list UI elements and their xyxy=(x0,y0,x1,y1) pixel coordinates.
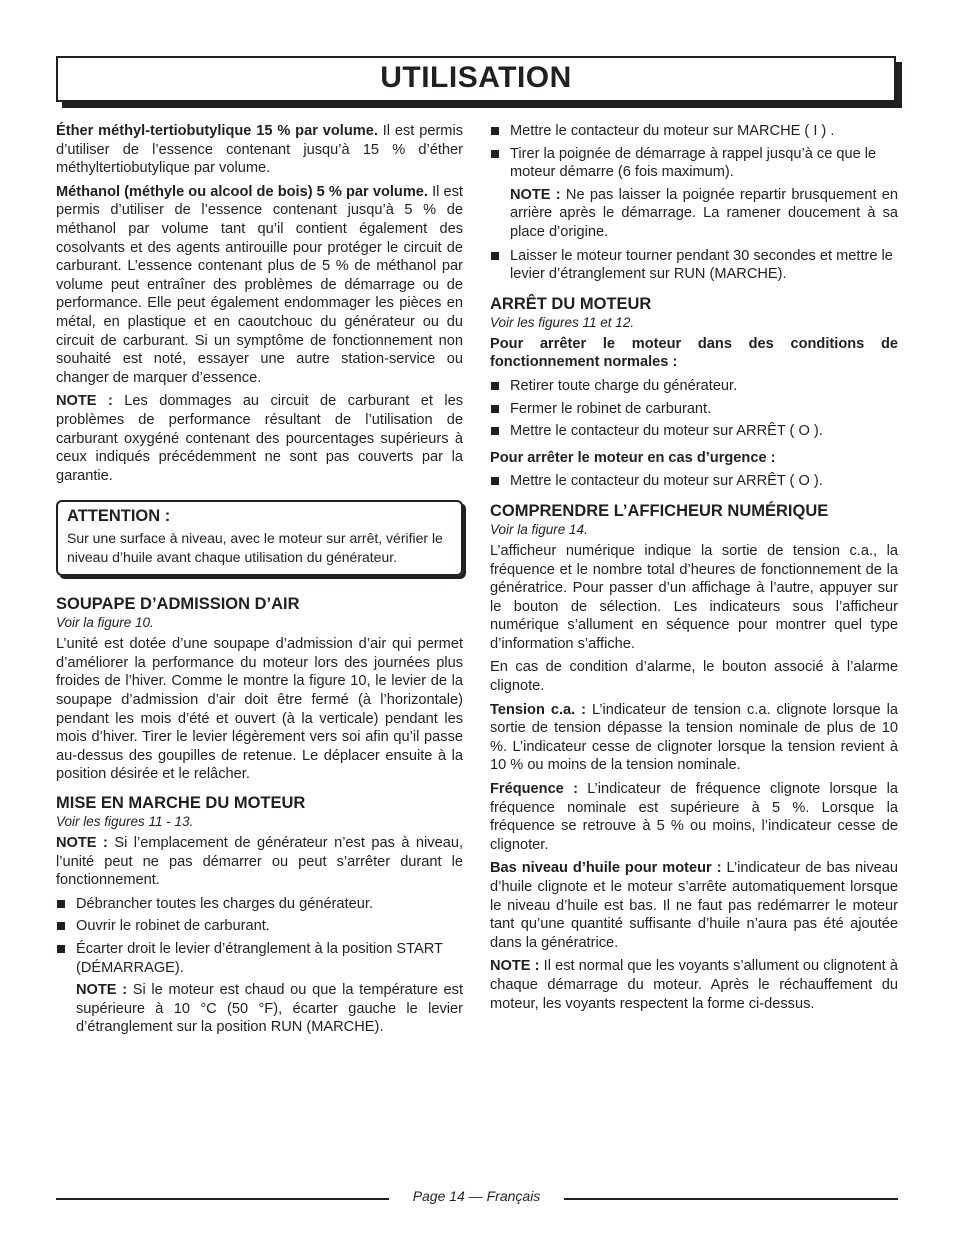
list-item xyxy=(56,917,463,936)
arret-normal-text: Pour arrêter le moteur dans des conditions de fonctionnement normales : xyxy=(490,335,898,371)
attention-text: Sur une surface à niveau, avec le moteur sur arrêt, vérifier le niveau d’huile avant chaque utilisation du générateur. xyxy=(67,530,443,565)
list-item xyxy=(490,145,898,182)
huile-text: L’indicateur de bas niveau d’huile clignote et le moteur s’arrête automatiquement lorsque le niveau d’huile est bas. Il ne faut pas redémarrer le moteur tant qu’une quantité suffisante d’huile n’aura pas été ajoutée dans la génératrice. xyxy=(490,860,898,951)
list-item-text: Retirer toute charge du générateur. xyxy=(510,377,738,394)
start-bullet-list-2 xyxy=(490,247,898,284)
list-item xyxy=(56,895,463,914)
final-note-text: Il est normal que les voyants s’allument ou clignotent à chaque démarrage du moteur. Après le réchauffement du moteur, les voyants respectent la forme ci-dessus. xyxy=(490,958,898,1012)
methanol-paragraph xyxy=(56,183,463,388)
list-item xyxy=(490,377,898,396)
methanol-text: Il est permis d’utiliser de l’essence contenant jusqu’à 5 % de méthanol par volume tant qu’il contient également des cosolvants et des agents antirouille pour protéger le circuit de carburant. L’essence contenant plus de 5 % de méthanol par volume peut entraîner des problèmes de démarrage ou de performance. Elle peut également endommager les pièces en métal, en plastique et en caoutchouc du générateur ou du circuit de carburant. Si un symptôme de fonctionnement non souhaité est noté, essayer une autre station-service ou changer de marquer d’essence. xyxy=(56,183,463,386)
afficheur-figure-ref: Voir la figure 14. xyxy=(490,521,588,537)
arret-urgence-label xyxy=(490,449,898,468)
note-label: NOTE : xyxy=(56,835,108,852)
final-note-paragraph xyxy=(490,957,898,1013)
list-item-text: Laisser le moteur tourner pendant 30 secondes et mettre le levier d’étranglement sur RUN (MARCHE). xyxy=(510,247,893,283)
page-footer: Page 14 — Français xyxy=(412,1188,541,1204)
start-note-paragraph xyxy=(490,186,898,242)
mise-bullet-list xyxy=(56,895,463,977)
footer-rule-right xyxy=(564,1198,898,1200)
page-title: UTILISATION xyxy=(380,61,572,94)
methanol-label: Méthanol (méthyle ou alcool de bois) 5 % par volume. xyxy=(56,183,428,200)
square-bullet-icon xyxy=(491,252,499,260)
left-column xyxy=(56,122,463,1042)
right-column xyxy=(490,122,898,1018)
afficheur-paragraph-1: L’afficheur numérique indique la sortie de tension c.a., la fréquence et le nombre total d’heures de fonctionnement de la génératrice. Pour passer d’un affichage à l’autre, appuyer sur le bouton de sélection. Les indicateurs sous l’afficheur numérique s’allument en séquence pour montrer quel type d’information s’affiche. xyxy=(490,542,898,652)
footer-rule-left xyxy=(56,1198,389,1200)
arret-figure-ref: Voir les figures 11 et 12. xyxy=(490,314,635,330)
list-item-text: Ouvrir le robinet de carburant. xyxy=(76,918,270,935)
square-bullet-icon xyxy=(491,427,499,435)
note-label: NOTE : xyxy=(510,186,561,203)
square-bullet-icon xyxy=(57,900,65,908)
note-label: NOTE : xyxy=(76,982,128,999)
list-item xyxy=(490,122,898,141)
start-bullet-list xyxy=(490,122,898,182)
arret-normal-label xyxy=(490,335,898,372)
tension-label: Tension c.a. : xyxy=(490,701,587,718)
soupape-figure-ref: Voir la figure 10. xyxy=(56,615,154,631)
tension-text: L’indicateur de tension c.a. clignote lorsque la sortie de tension dépasse la tension nominale de plus de 10 %. L’indicateur cesse de clignoter lorsque la tension revient à 10 % ou moins de la tension nominale. xyxy=(490,701,898,774)
list-item-text: Mettre le contacteur du moteur sur ARRÊT ( O ). xyxy=(510,473,823,490)
soupape-paragraph: L’unité est dotée d’une soupape d’admission d’air qui permet d’améliorer la performance du moteur lors des journées plus froides de l’hiver. Comme le montre la figure 10, le levier de la soupape d’admission d’air doit être fermé (à l’horizontale) pendant les mois d’été et ouvert (à la verticale) pendant les mois d’hiver. Tirer le levier légèrement vers soi afin qu’il passe au-dessus des goupilles de retenue. Le déplacer ensuite à la position désirée et le relâcher. xyxy=(56,636,463,783)
list-item-text: Mettre le contacteur du moteur sur MARCHE ( I ) . xyxy=(510,123,835,139)
mise-note-paragraph xyxy=(56,834,463,890)
square-bullet-icon xyxy=(57,945,65,953)
mise-note-text: Si l’emplacement de générateur n’est pas à niveau, l’unité peut ne pas démarrer ou peut s’arrêter durant le fonctionnement. xyxy=(56,835,463,889)
square-bullet-icon xyxy=(491,150,499,158)
note-label: NOTE : xyxy=(490,958,540,975)
list-item xyxy=(490,247,898,284)
list-item-text: Mettre le contacteur du moteur sur ARRÊT ( O ). xyxy=(510,423,823,440)
frequence-label: Fréquence : xyxy=(490,781,578,798)
list-item-text: Écarter droit le levier d’étranglement à la position START (DÉMARRAGE). xyxy=(76,941,443,976)
list-item xyxy=(56,940,463,977)
list-item xyxy=(490,400,898,419)
frequence-text: L’indicateur de fréquence clignote lorsque la fréquence nominale est supérieure à 5 %. Lorsque la fréquence se retrouve à 5 % ou moins, l’indicateur cesse de clignoter. xyxy=(490,781,899,853)
square-bullet-icon xyxy=(57,922,65,930)
fuel-note-paragraph xyxy=(56,392,463,485)
mtbe-text: Il est permis d’utiliser de l’essence contenant jusqu’à 15 % d’éther méthyltertiobutylique par volume. xyxy=(56,123,464,177)
list-item xyxy=(490,422,898,441)
square-bullet-icon xyxy=(491,477,499,485)
soupape-heading: SOUPAPE D’ADMISSION D’AIR xyxy=(56,595,300,614)
huile-paragraph xyxy=(490,859,898,952)
mise-figure-ref: Voir les figures 11 - 13. xyxy=(56,814,194,830)
tension-paragraph xyxy=(490,701,898,775)
arret-heading: ARRÊT DU MOTEUR xyxy=(490,294,652,313)
section-title-box xyxy=(56,56,896,102)
frequence-paragraph xyxy=(490,780,898,854)
fuel-note-text: Les dommages au circuit de carburant et les problèmes de performance résultant de l’utilisation de carburant oxygéné contenant des pourcentages supérieurs à ceux indiqués précédemment ne sont pas couverts par la garantie. xyxy=(56,393,463,484)
start-note-text: Ne pas laisser la poignée repartir brusquement en arrière après le démarrage. La ramener doucement à sa place d’origine. xyxy=(510,186,898,240)
arret-urgence-text: Pour arrêter le moteur en cas d’urgence : xyxy=(490,449,776,466)
mtbe-paragraph xyxy=(56,122,463,178)
attention-box xyxy=(56,500,463,576)
mise-note2-paragraph xyxy=(56,981,463,1037)
square-bullet-icon xyxy=(491,127,499,135)
square-bullet-icon xyxy=(491,405,499,413)
mise-note2-text: Si le moteur est chaud ou que la température est supérieure à 10 °C (50 °F), écarter gauche le levier d’étranglement sur la position RUN (MARCHE). xyxy=(76,982,463,1036)
list-item xyxy=(490,472,898,491)
attention-title: ATTENTION : xyxy=(67,507,171,526)
list-item-text: Fermer le robinet de carburant. xyxy=(510,400,712,417)
arret-bullet-list xyxy=(490,377,898,441)
arret-urgence-list xyxy=(490,472,898,491)
list-item-text: Débrancher toutes les charges du générateur. xyxy=(76,895,373,912)
mtbe-label: Éther méthyl-tertiobutylique 15 % par volume. xyxy=(56,123,378,139)
huile-label: Bas niveau d’huile pour moteur : xyxy=(490,860,722,877)
list-item-text: Tirer la poignée de démarrage à rappel jusqu’à ce que le moteur démarre (6 fois maximum). xyxy=(510,145,877,181)
square-bullet-icon xyxy=(491,382,499,390)
note-label: NOTE : xyxy=(56,393,113,410)
mise-heading: MISE EN MARCHE DU MOTEUR xyxy=(56,794,306,813)
afficheur-heading: COMPRENDRE L’AFFICHEUR NUMÉRIQUE xyxy=(490,501,829,520)
afficheur-paragraph-2: En cas de condition d’alarme, le bouton associé à l’alarme clignote. xyxy=(490,659,898,695)
